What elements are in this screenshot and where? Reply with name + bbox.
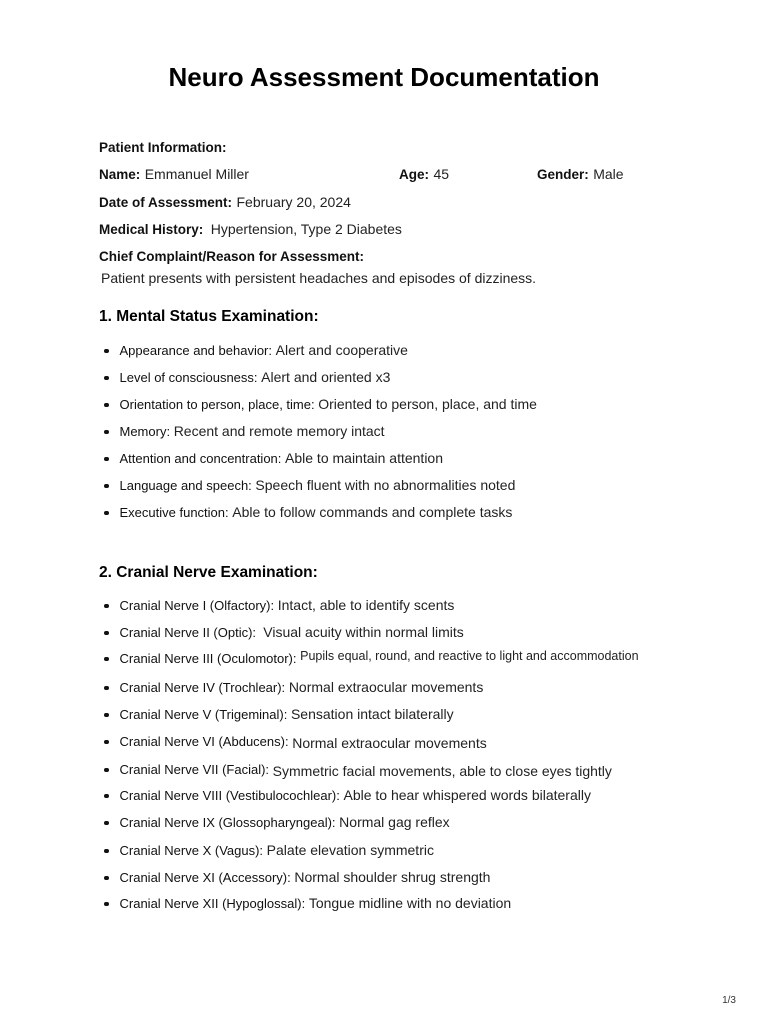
mental-status-heading: 1. Mental Status Examination: [99,308,319,325]
bullet-icon [104,849,109,854]
cranial-nerve-heading: 2. Cranial Nerve Examination: [99,564,318,581]
item-value: Alert and oriented x3 [261,369,391,385]
item-label: Orientation to person, place, time: [119,397,315,412]
item-value: Normal shoulder shrug strength [294,869,491,885]
list-item [104,423,385,439]
bullet-icon [104,349,109,354]
patient-gender-row [537,166,624,184]
item-label: Cranial Nerve VII (Facial): [119,762,270,777]
date-label: Date of Assessment: [99,195,233,210]
history-value: Hypertension, Type 2 Diabetes [210,221,402,237]
bullet-icon [104,403,109,408]
item-label: Cranial Nerve IV (Trochlear): [119,680,286,695]
item-label: Appearance and behavior: [119,343,273,358]
bullet-icon [104,686,109,691]
item-label: Cranial Nerve V (Trigeminal): [119,707,288,722]
age-value: 45 [433,166,450,182]
list-item [104,842,434,858]
list-item [104,369,390,385]
item-label: Executive function: [119,505,229,520]
complaint-value: Patient presents with persistent headaches and episodes of dizziness. [101,270,537,286]
bullet-icon [104,457,109,462]
bullet-icon [104,740,109,745]
item-value: Intact, able to identify scents [277,597,455,613]
list-item [104,895,511,911]
list-item [104,396,537,412]
list-item [104,787,591,803]
item-value: Visual acuity within normal limits [263,624,464,640]
name-value: Emmanuel Miller [144,166,249,182]
item-value: Pupils equal, round, and reactive to light and accommodation [300,649,639,663]
bullet-icon [104,713,109,718]
list-item [104,814,450,830]
assessment-date-row [99,194,351,212]
item-value: Tongue midline with no deviation [308,895,512,911]
item-value: Able to follow commands and complete tasks [232,504,513,520]
list-item [104,342,408,358]
list-item [104,477,515,493]
gender-value: Male [593,166,624,182]
item-value: Normal extraocular movements [292,735,487,751]
item-label: Cranial Nerve III (Oculomotor): [119,651,297,666]
item-value: Recent and remote memory intact [173,423,385,439]
list-item [104,651,639,666]
bullet-icon [104,484,109,489]
bullet-icon [104,631,109,636]
patient-age-row [399,166,449,184]
item-label: Cranial Nerve VIII (Vestibulocochlear): [119,788,340,803]
bullet-icon [104,376,109,381]
bullet-icon [104,657,109,662]
item-label: Level of consciousness: [119,370,258,385]
item-label: Cranial Nerve XI (Accessory): [119,870,291,885]
item-label: Cranial Nerve X (Vagus): [119,843,264,858]
item-value: Palate elevation symmetric [266,842,434,858]
gender-label: Gender: [537,167,589,182]
list-item [104,706,454,722]
bullet-icon [104,768,109,773]
item-label: Cranial Nerve II (Optic): [119,625,257,640]
bullet-icon [104,604,109,609]
date-value: February 20, 2024 [236,194,351,210]
list-item [104,504,512,520]
item-label: Language and speech: [119,478,252,493]
item-label: Attention and concentration: [119,451,282,466]
patient-name-row [99,166,249,184]
item-value: Normal extraocular movements [288,679,484,695]
list-item [104,679,483,695]
bullet-icon [104,794,109,799]
list-item [104,624,464,640]
patient-info-heading: Patient Information: [99,140,227,155]
list-item [104,761,612,777]
item-label: Cranial Nerve IX (Glossopharyngeal): [119,815,336,830]
item-label: Memory: [119,424,171,439]
age-label: Age: [399,167,429,182]
item-value: Alert and cooperative [275,342,408,358]
bullet-icon [104,876,109,881]
item-value: Oriented to person, place, and time [318,396,537,412]
item-label: Cranial Nerve VI (Abducens): [119,734,289,749]
bullet-icon [104,430,109,435]
item-value: Speech fluent with no abnormalities noted [255,477,516,493]
medical-history-row [99,221,402,239]
list-item [104,869,490,885]
list-item [104,450,443,466]
item-label: Cranial Nerve I (Olfactory): [119,598,275,613]
bullet-icon [104,902,109,907]
complaint-label: Chief Complaint/Reason for Assessment: [99,249,365,264]
item-value: Able to hear whispered words bilaterally [343,787,591,803]
page-number: 1/3 [722,995,736,1006]
list-item [104,733,487,749]
list-item [104,597,454,613]
name-label: Name: [99,167,141,182]
bullet-icon [104,821,109,826]
item-value: Normal gag reflex [339,814,450,830]
history-label: Medical History: [99,222,204,237]
item-value: Sensation intact bilaterally [290,706,454,722]
bullet-icon [104,511,109,516]
page-title: Neuro Assessment Documentation [168,62,600,92]
item-label: Cranial Nerve XII (Hypoglossal): [119,896,306,911]
item-value: Able to maintain attention [285,450,444,466]
item-value: Symmetric facial movements, able to close eyes tightly [272,763,612,779]
